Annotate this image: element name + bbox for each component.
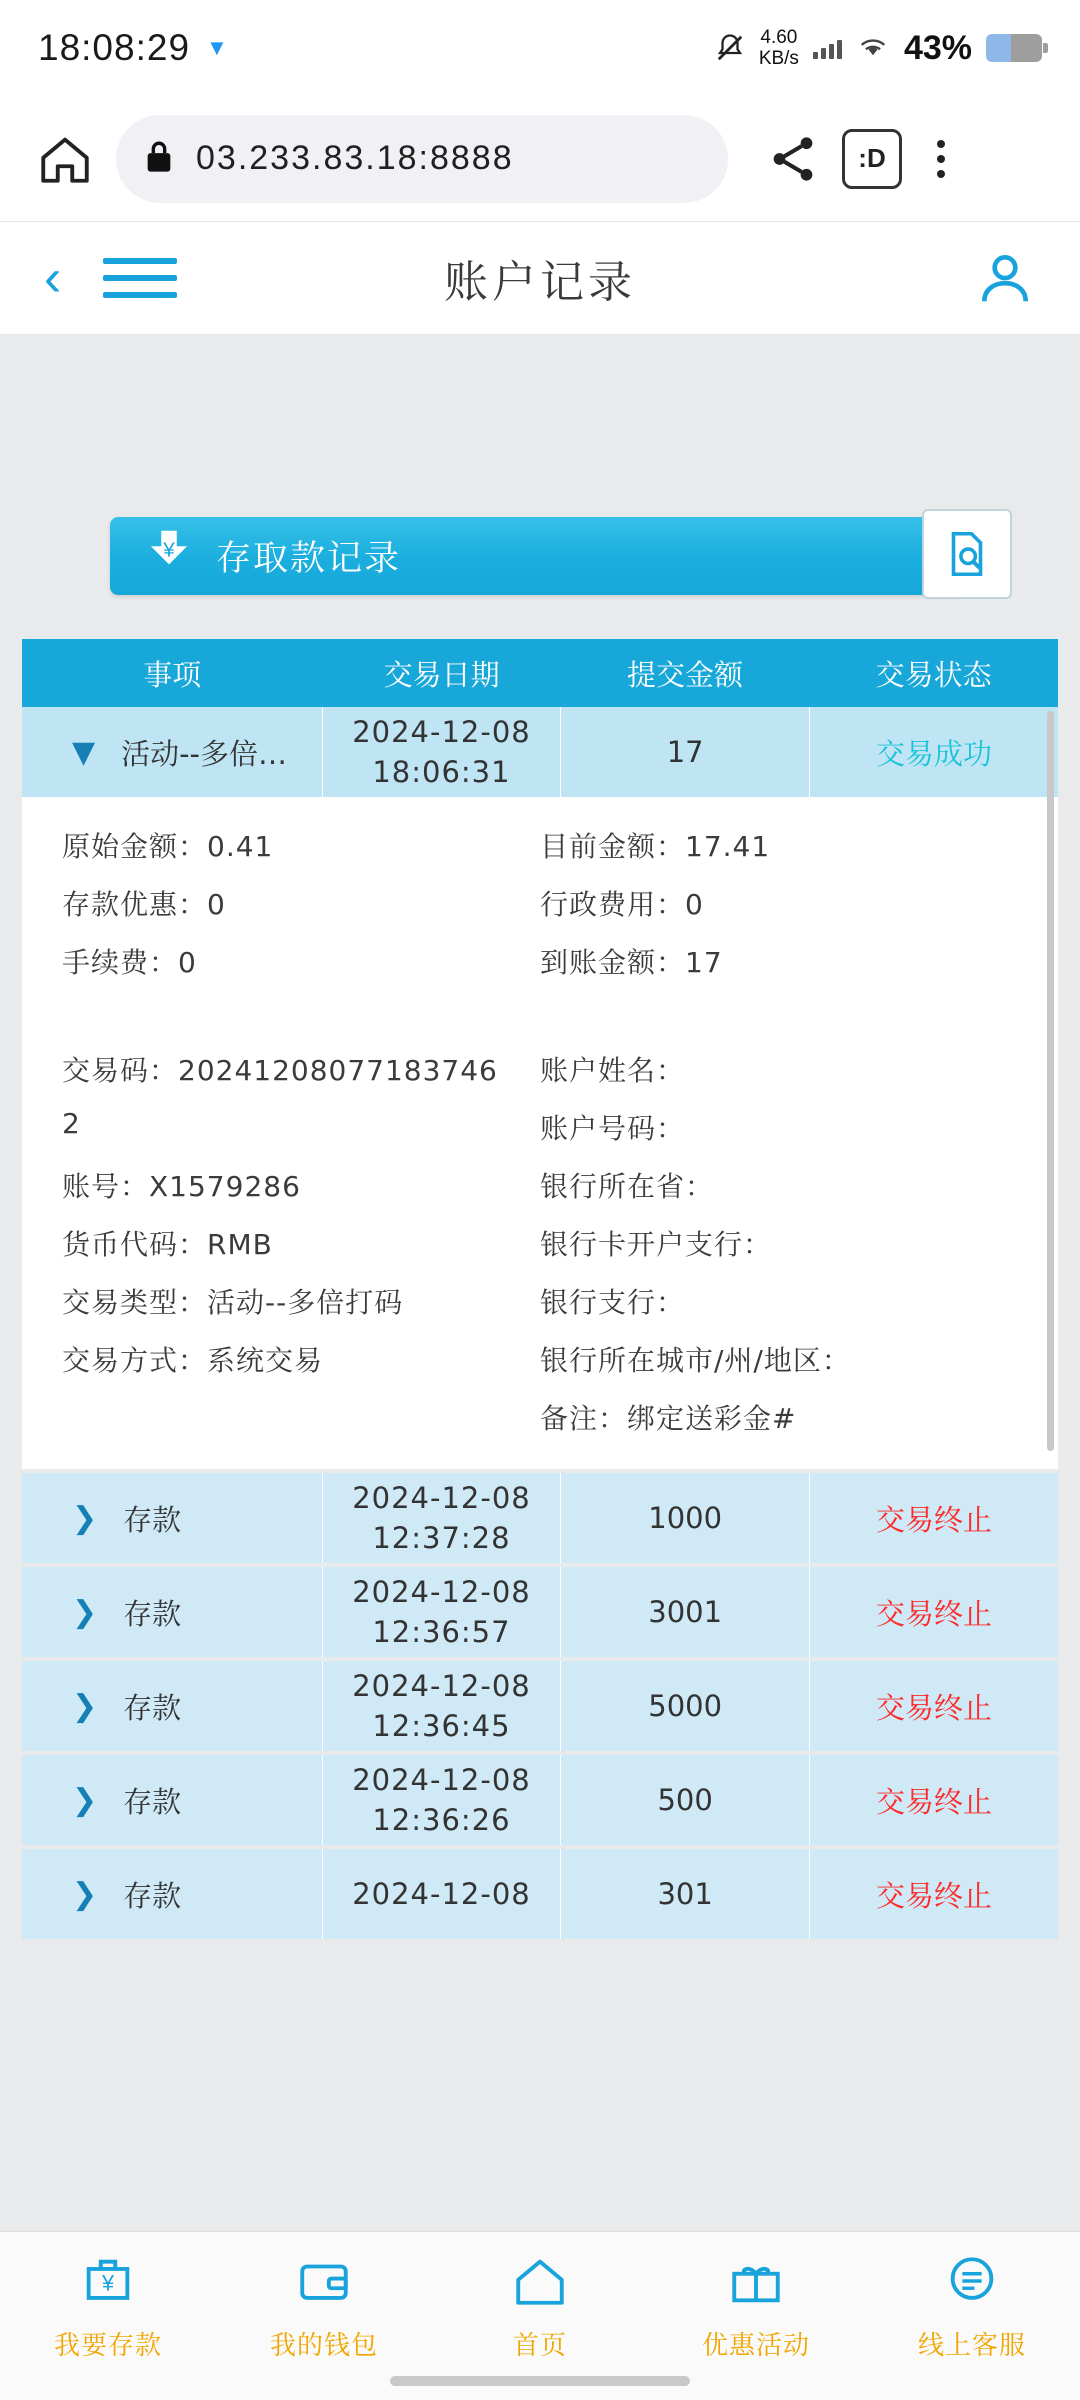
row-item-label: 活动--多倍… xyxy=(121,736,288,771)
row-amount: 1000 xyxy=(648,1501,723,1535)
row-status: 交易终止 xyxy=(876,1690,993,1725)
gift-icon xyxy=(727,2252,785,2315)
chevron-right-icon[interactable]: ❯ xyxy=(72,1782,98,1818)
row-item-cell[interactable] xyxy=(22,707,322,797)
row-time: 12:36:57 xyxy=(372,1615,511,1649)
row-date: 2024-12-08 xyxy=(352,1669,531,1703)
row-item-cell[interactable] xyxy=(22,1473,322,1563)
wallet-icon xyxy=(295,2252,353,2315)
row-item-cell[interactable] xyxy=(22,1661,322,1751)
row-date-cell xyxy=(323,707,561,797)
app-header xyxy=(0,222,1080,335)
triangle-down-icon: ▼ xyxy=(206,35,228,60)
detail-received-amount: 到账金额：17 xyxy=(540,946,723,979)
chevron-right-icon[interactable]: ❯ xyxy=(72,1876,98,1912)
overflow-menu-icon[interactable] xyxy=(934,140,948,178)
table-row[interactable] xyxy=(22,1563,1058,1657)
url-bar[interactable] xyxy=(116,115,728,203)
nav-label: 我要存款 xyxy=(53,2331,162,2361)
home-icon[interactable] xyxy=(36,130,94,188)
battery-percent: 43% xyxy=(903,28,972,67)
row-amount: 3001 xyxy=(648,1595,723,1629)
row-date: 2024-12-08 xyxy=(352,1575,531,1609)
detail-remark: 备注：绑定送彩金# xyxy=(540,1402,797,1435)
row-time: 18:06:31 xyxy=(372,755,511,789)
detail-currency: 货币代码：RMB xyxy=(62,1228,273,1261)
nav-label: 首页 xyxy=(512,2331,567,2361)
table-row[interactable] xyxy=(22,1657,1058,1751)
battery-icon xyxy=(986,34,1042,62)
table-row[interactable] xyxy=(22,1469,1058,1563)
table-header-row xyxy=(22,639,1058,707)
row-amount: 301 xyxy=(657,1877,713,1911)
detail-account-name: 账户姓名： xyxy=(540,1054,686,1087)
nav-item-promotions[interactable] xyxy=(648,2252,864,2362)
share-icon[interactable] xyxy=(766,132,820,186)
detail-transaction-code: 交易码：20241208077183746 xyxy=(62,1054,498,1087)
row-item-label: 存款 xyxy=(123,1784,182,1819)
records-table xyxy=(22,639,1058,1913)
transaction-detail-panel xyxy=(22,797,1058,1469)
row-amount: 5000 xyxy=(648,1689,723,1723)
detail-bank-branch: 银行支行： xyxy=(540,1286,686,1319)
bell-mute-icon xyxy=(715,33,745,63)
page-title: 账户记录 xyxy=(444,257,636,308)
detail-transaction-code-cont: 2 xyxy=(62,1107,81,1140)
row-time: 12:36:26 xyxy=(372,1803,511,1837)
row-item-label: 存款 xyxy=(123,1502,182,1537)
row-date-cell xyxy=(323,1849,561,1939)
network-speed-unit: KB/s xyxy=(758,48,799,69)
chevron-right-icon[interactable]: ❯ xyxy=(72,1500,98,1536)
chevron-right-icon[interactable]: ❯ xyxy=(72,1688,98,1724)
column-header-status: 交易状态 xyxy=(875,657,992,692)
gesture-bar xyxy=(390,2376,690,2386)
deposit-icon xyxy=(79,2252,137,2315)
column-header-amount: 提交金额 xyxy=(627,657,744,692)
detail-transaction-type: 交易类型：活动--多倍打码 xyxy=(62,1286,404,1319)
row-date-cell xyxy=(323,1661,561,1751)
network-speed-value: 4.60 xyxy=(760,27,798,48)
chevron-left-icon[interactable]: ‹ xyxy=(44,249,62,307)
row-item-label: 存款 xyxy=(123,1596,182,1631)
detail-bank-province: 银行所在省： xyxy=(540,1170,715,1203)
signal-bars-icon xyxy=(813,37,842,59)
row-date-cell xyxy=(323,1567,561,1657)
chat-support-icon xyxy=(943,2252,1001,2315)
row-status: 交易终止 xyxy=(876,1784,993,1819)
row-status: 交易终止 xyxy=(876,1596,993,1631)
column-header-date: 交易日期 xyxy=(383,657,500,692)
column-header-item: 事项 xyxy=(143,657,202,692)
detail-gap xyxy=(62,999,1018,1049)
lock-icon xyxy=(142,137,176,180)
table-scrollbar[interactable] xyxy=(1047,711,1054,1451)
detail-current-amount: 目前金额：17.41 xyxy=(540,830,771,863)
table-row[interactable] xyxy=(22,1751,1058,1845)
records-banner[interactable] xyxy=(110,517,970,595)
detail-original-amount: 原始金额：0.41 xyxy=(62,830,274,863)
bottom-navigation xyxy=(0,2231,1080,2400)
row-date: 2024-12-08 xyxy=(352,1481,531,1515)
svg-text:¥: ¥ xyxy=(101,2270,115,2296)
row-status: 交易成功 xyxy=(876,736,993,771)
tab-count-button[interactable]: :D xyxy=(842,129,902,189)
detail-service-fee: 手续费：0 xyxy=(62,946,197,979)
network-speed xyxy=(759,27,799,69)
row-item-label: 存款 xyxy=(123,1878,182,1913)
chevron-right-icon[interactable]: ❯ xyxy=(72,1594,98,1630)
browser-toolbar xyxy=(0,96,1080,222)
row-status: 交易终止 xyxy=(876,1502,993,1537)
url-text: 03.233.83.18:8888 xyxy=(196,139,514,177)
nav-item-home[interactable] xyxy=(432,2252,648,2362)
nav-label: 线上客服 xyxy=(917,2331,1026,2361)
detail-account-number: 账户号码： xyxy=(540,1112,686,1145)
row-time: 12:36:45 xyxy=(372,1709,511,1743)
table-row[interactable] xyxy=(22,707,1058,797)
row-amount: 500 xyxy=(657,1783,713,1817)
row-amount: 17 xyxy=(666,735,704,769)
nav-label: 我的钱包 xyxy=(269,2331,378,2361)
status-time: 18:08:29 xyxy=(38,27,191,68)
row-date: 2024-12-08 xyxy=(352,1877,531,1911)
content-spacer xyxy=(0,335,1080,517)
row-date: 2024-12-08 xyxy=(352,715,531,749)
table-row[interactable] xyxy=(22,1845,1058,1939)
home-icon xyxy=(511,2252,569,2315)
row-item-cell[interactable] xyxy=(22,1567,322,1657)
nav-item-deposit[interactable] xyxy=(0,2252,216,2362)
detail-account-id: 账号：X1579286 xyxy=(62,1170,301,1203)
detail-deposit-bonus: 存款优惠：0 xyxy=(62,888,226,921)
chevron-down-icon[interactable]: ▼ xyxy=(72,734,96,770)
nav-item-support[interactable] xyxy=(864,2252,1080,2362)
row-time: 12:37:28 xyxy=(372,1521,511,1555)
deposit-withdraw-icon xyxy=(138,523,200,590)
row-date-cell xyxy=(323,1755,561,1845)
row-date-cell xyxy=(323,1473,561,1563)
document-search-icon[interactable] xyxy=(922,509,1012,599)
status-bar xyxy=(0,0,1080,96)
detail-transaction-method: 交易方式：系统交易 xyxy=(62,1344,324,1377)
detail-admin-fee: 行政费用：0 xyxy=(540,888,704,921)
row-item-label: 存款 xyxy=(123,1690,182,1725)
row-item-cell[interactable] xyxy=(22,1755,322,1845)
detail-bank-city: 银行所在城市/州/地区： xyxy=(540,1344,851,1377)
nav-label: 优惠活动 xyxy=(701,2331,810,2361)
detail-bank-branch-open: 银行卡开户支行： xyxy=(540,1228,773,1261)
row-date: 2024-12-08 xyxy=(352,1763,531,1797)
row-status: 交易终止 xyxy=(876,1878,993,1913)
detail-spacer xyxy=(62,1397,540,1437)
svg-text:¥: ¥ xyxy=(163,538,175,562)
banner-title: 存取款记录 xyxy=(216,539,402,579)
row-item-cell[interactable] xyxy=(22,1849,322,1939)
page-content xyxy=(0,335,1080,2231)
wifi-icon xyxy=(856,33,890,64)
nav-item-wallet[interactable] xyxy=(216,2252,432,2362)
status-right-group xyxy=(715,27,1042,69)
